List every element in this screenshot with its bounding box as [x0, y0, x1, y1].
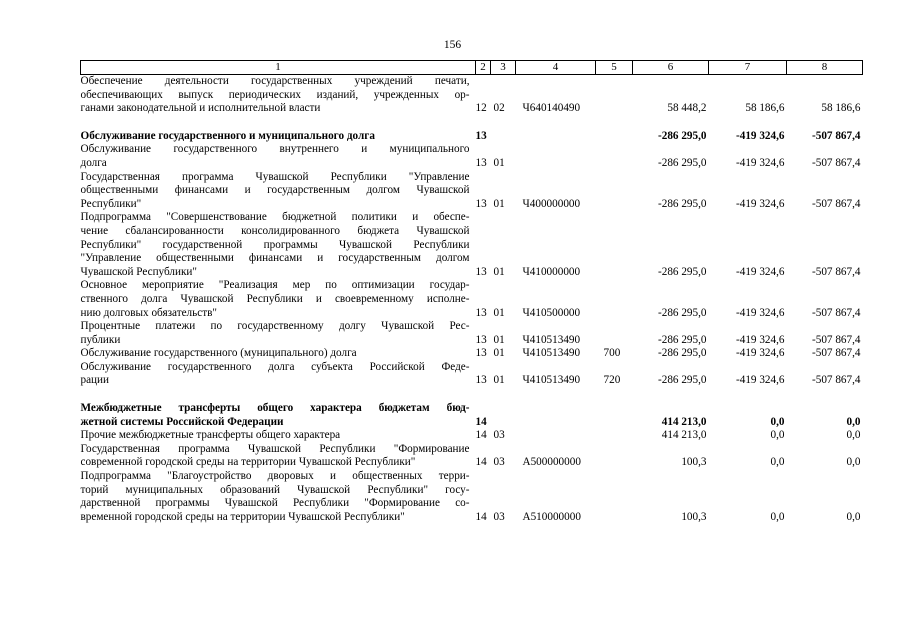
expense-type-code: 700 — [603, 347, 621, 360]
table-row — [81, 211, 863, 279]
table-row — [81, 130, 863, 144]
expense-type-code — [596, 429, 633, 443]
amount-col-6: -286 295,0 — [658, 197, 707, 210]
header-col-3: 3 — [491, 61, 516, 75]
target-article-code — [516, 402, 596, 429]
row-name — [81, 320, 476, 347]
row-name-line: ственного долга Чувашской Республики и своевременному исполне- — [80, 292, 470, 305]
amount-col-7: -419 324,6 — [736, 156, 785, 169]
amount-col-8: -507 867,4 — [812, 306, 861, 319]
amount-col-6: -286 295,0 — [658, 265, 707, 278]
amount-col-6: 100,3 — [681, 510, 707, 523]
subsection-code: 01 — [493, 306, 505, 319]
target-article-code: Ч410513490 — [522, 333, 581, 346]
amount-col-6: 100,3 — [681, 456, 707, 469]
row-name-line: Государственная программа Чувашской Республики "Формирование — [80, 442, 470, 455]
amount-col-7: 0,0 — [770, 456, 785, 469]
amount-col-7: 0,0 — [770, 429, 785, 442]
amount-col-7: -419 324,6 — [736, 306, 785, 319]
row-name-line: Межбюджетные трансферты общего характера бюджетам бюд- — [80, 402, 470, 415]
row-name-line: временной городской среды на территории Чувашской Республики" — [80, 510, 405, 523]
row-name-line: рации — [80, 374, 110, 387]
spacer-cell — [81, 388, 863, 402]
row-name — [81, 130, 476, 144]
section-code: 13 — [475, 197, 487, 210]
expense-type-code — [596, 320, 633, 347]
expense-type-code: 720 — [603, 374, 621, 387]
section-code: 13 — [475, 156, 487, 169]
row-name-line: Республики" государственной программы Чувашской Республики — [80, 238, 470, 251]
amount-col-8: -507 867,4 — [812, 129, 861, 142]
amount-col-7: 58 186,6 — [745, 102, 785, 115]
row-name-line: Подпрограмма "Благоустройство дворовых и общественных терри- — [80, 470, 470, 483]
amount-col-8: 0,0 — [846, 510, 861, 523]
subsection-code: 03 — [493, 510, 505, 523]
amount-col-6: -286 295,0 — [658, 333, 707, 346]
amount-col-6: -286 295,0 — [658, 347, 707, 360]
amount-col-7: -419 324,6 — [736, 265, 785, 278]
header-col-5: 5 — [596, 61, 633, 75]
subsection-code: 01 — [493, 347, 505, 360]
section-code: 14 — [475, 415, 487, 428]
section-code: 14 — [475, 429, 487, 442]
header-col-7: 7 — [709, 61, 787, 75]
amount-col-6: 414 213,0 — [661, 429, 707, 442]
table-row — [81, 443, 863, 470]
row-name-line: Прочие межбюджетные трансферты общего характера — [80, 429, 341, 442]
target-article-code: Ч410513490 — [522, 374, 581, 387]
budget-table — [80, 60, 863, 524]
subsection-code: 03 — [493, 429, 505, 442]
row-name-line: "Управление общественными финансами и государственным долгом — [80, 252, 470, 265]
amount-col-8: -507 867,4 — [812, 333, 861, 346]
section-code: 12 — [475, 102, 487, 115]
expense-type-code — [596, 171, 633, 212]
amount-col-7: -419 324,6 — [736, 197, 785, 210]
section-code: 13 — [475, 306, 487, 319]
row-name-line: Обслуживание государственного внутреннего и муниципального — [80, 143, 470, 156]
section-code: 13 — [475, 129, 487, 142]
header-col-2: 2 — [476, 61, 491, 75]
amount-col-6: -286 295,0 — [658, 156, 707, 169]
table-row — [81, 320, 863, 347]
subsection-code: 03 — [493, 456, 505, 469]
subsection-code: 01 — [493, 333, 505, 346]
target-article-code: Ч410000000 — [522, 265, 581, 278]
expense-type-code — [596, 75, 633, 116]
row-name-line: ганами законодательной и исполнительной власти — [80, 102, 321, 115]
table-row — [81, 470, 863, 524]
row-name — [81, 75, 476, 116]
row-name — [81, 347, 476, 361]
target-article-code: Ч410500000 — [522, 306, 581, 319]
amount-col-8: -507 867,4 — [812, 374, 861, 387]
target-article-code — [516, 130, 596, 144]
subsection-code: 02 — [493, 102, 505, 115]
row-name-line: Подпрограмма "Совершенствование бюджетной политики и обеспе- — [80, 211, 470, 224]
table-row — [81, 361, 863, 388]
expense-type-code — [596, 443, 633, 470]
subsection-code: 01 — [493, 374, 505, 387]
target-article-code: Ч640140490 — [522, 102, 581, 115]
amount-col-7: -419 324,6 — [736, 347, 785, 360]
target-article-code — [516, 429, 596, 443]
header-col-6: 6 — [633, 61, 709, 75]
amount-col-7: 0,0 — [770, 415, 785, 428]
amount-col-8: -507 867,4 — [812, 347, 861, 360]
amount-col-8: -507 867,4 — [812, 265, 861, 278]
table-row — [81, 429, 863, 443]
amount-col-7: -419 324,6 — [736, 129, 785, 142]
expense-type-code — [596, 130, 633, 144]
row-name-line: Обеспечение деятельности государственных учреждений печати, — [80, 75, 470, 87]
amount-col-6: -286 295,0 — [658, 374, 707, 387]
row-name-line: обеспечивающих выпуск периодических изданий, учрежденных ор- — [80, 88, 470, 101]
subsection-code: 01 — [493, 265, 505, 278]
amount-col-8: 0,0 — [846, 456, 861, 469]
row-name — [81, 470, 476, 524]
spacer-row — [81, 116, 863, 130]
row-name-line: Обслуживание государственного и муниципального долга — [80, 129, 375, 142]
amount-col-6: 414 213,0 — [661, 415, 707, 428]
section-code: 13 — [475, 265, 487, 278]
amount-col-7: -419 324,6 — [736, 333, 785, 346]
section-code: 14 — [475, 456, 487, 469]
table-row — [81, 402, 863, 429]
row-name — [81, 171, 476, 212]
header-col-1: 1 — [81, 61, 476, 75]
amount-col-8: -507 867,4 — [812, 156, 861, 169]
section-code: 13 — [475, 333, 487, 346]
subsection-code — [491, 130, 516, 144]
row-name — [81, 402, 476, 429]
row-name — [81, 279, 476, 320]
expense-type-code — [596, 470, 633, 524]
table-row — [81, 75, 863, 116]
table-row — [81, 347, 863, 361]
row-name — [81, 443, 476, 470]
row-name-line: Процентные платежи по государственному долгу Чувашской Рес- — [80, 320, 470, 333]
row-name — [81, 143, 476, 170]
subsection-code — [491, 402, 516, 429]
row-name — [81, 211, 476, 279]
table-header-row — [81, 61, 863, 75]
row-name-line: нию долговых обязательств" — [80, 306, 217, 319]
amount-col-6: 58 448,2 — [667, 102, 707, 115]
target-article-code: Ч400000000 — [522, 197, 581, 210]
row-name-line: жетной системы Российской Федерации — [80, 415, 284, 428]
row-name-line: общественными финансами и государственным долгом Чувашской — [80, 184, 470, 197]
target-article-code — [516, 143, 596, 170]
table-body — [81, 75, 863, 525]
amount-col-8: -507 867,4 — [812, 197, 861, 210]
target-article-code: А500000000 — [522, 456, 581, 469]
row-name-line: чение сбалансированности консолидированного бюджета Чувашской — [80, 224, 470, 237]
expense-type-code — [596, 143, 633, 170]
row-name — [81, 429, 476, 443]
spacer-cell — [81, 116, 863, 130]
row-name-line: Основное мероприятие "Реализация мер по оптимизации государ- — [80, 279, 470, 292]
subsection-code: 01 — [493, 156, 505, 169]
table-row — [81, 143, 863, 170]
amount-col-6: -286 295,0 — [658, 129, 707, 142]
page-number: 156 — [443, 39, 462, 51]
expense-type-code — [596, 402, 633, 429]
expense-type-code — [596, 211, 633, 279]
row-name-line: долга — [80, 156, 107, 169]
amount-col-6: -286 295,0 — [658, 306, 707, 319]
budget-table-container — [80, 60, 862, 524]
header-col-8: 8 — [787, 61, 863, 75]
header-col-4: 4 — [516, 61, 596, 75]
row-name-line: Обслуживание государственного долга субъекта Российской Феде- — [80, 360, 470, 373]
section-code: 13 — [475, 347, 487, 360]
subsection-code: 01 — [493, 197, 505, 210]
row-name-line: Чувашской Республики" — [80, 265, 197, 278]
amount-col-7: -419 324,6 — [736, 374, 785, 387]
section-code: 14 — [475, 510, 487, 523]
amount-col-8: 0,0 — [846, 429, 861, 442]
target-article-code: Ч410513490 — [522, 347, 581, 360]
table-row — [81, 171, 863, 212]
row-name-line: дарственной программы Чувашской Республики "Формирование со- — [80, 497, 470, 510]
row-name-line: торий муниципальных образований Чувашской Республики" госу- — [80, 483, 470, 496]
row-name-line: Обслуживание государственного (муниципального) долга — [80, 347, 357, 360]
section-code: 13 — [475, 374, 487, 387]
row-name-line: современной городской среды на территории Чувашской Республики" — [80, 456, 416, 469]
spacer-row — [81, 388, 863, 402]
row-name-line: публики — [80, 333, 121, 346]
amount-col-8: 58 186,6 — [821, 102, 861, 115]
row-name-line: Государственная программа Чувашской Республики "Управление — [80, 170, 470, 183]
amount-col-7: 0,0 — [770, 510, 785, 523]
target-article-code: А510000000 — [522, 510, 581, 523]
table-row — [81, 279, 863, 320]
row-name-line: Республики" — [80, 197, 142, 210]
expense-type-code — [596, 279, 633, 320]
amount-col-8: 0,0 — [846, 415, 861, 428]
row-name — [81, 361, 476, 388]
